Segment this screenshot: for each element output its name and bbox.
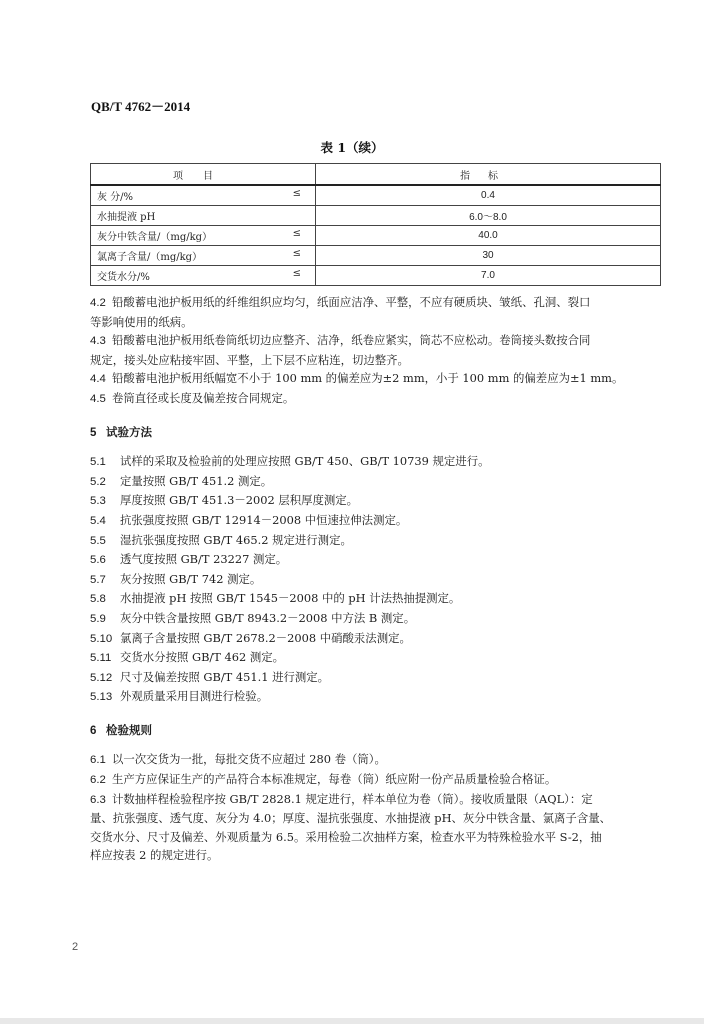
- table-cell-value: 7.0: [316, 266, 661, 286]
- item-text: 交货水分按照 GB/T 462 测定。: [120, 650, 285, 665]
- clause-number: 6.3: [90, 793, 106, 806]
- item-text: 灰分按照 GB/T 742 测定。: [120, 571, 262, 586]
- clause-text: 交货水分、尺寸及偏差、外观质量为 6.5。采用检验二次抽样方案，检查水平为特殊检验水平 S-2，抽: [90, 829, 602, 844]
- spec-table: [90, 163, 661, 286]
- table-cell-value: 6.0～8.0: [316, 206, 661, 226]
- table-cell-item: [91, 266, 316, 286]
- list-item: [90, 491, 662, 511]
- clause-number: 6.1: [90, 754, 106, 767]
- item-text: 厚度按照 GB/T 451.3－2002 层积厚度测定。: [120, 493, 359, 508]
- row-label: 交货水分/%: [97, 272, 150, 283]
- item-text: 尺寸及偏差按照 GB/T 451.1 进行测定。: [120, 669, 330, 684]
- item-number: 5.2: [90, 475, 106, 488]
- item-text: 透气度按照 GB/T 23227 测定。: [120, 552, 288, 567]
- table-row: [91, 246, 661, 266]
- item-text: 湿抗张强度按照 GB/T 465.2 规定进行测定。: [120, 532, 352, 547]
- clause-4-2: [90, 293, 662, 331]
- less-equal-sign: ≤: [292, 188, 301, 199]
- scan-bottom-edge: [0, 1018, 704, 1024]
- clause-text: 铅酸蓄电池护板用纸幅宽不小于 100 mm 的偏差应为±2 mm，小于 100 mm 的偏差应为±1 mm。: [112, 371, 624, 386]
- clause-text: 样应按表 2 的规定进行。: [90, 848, 219, 863]
- section-number: 6: [90, 724, 97, 737]
- item-number: 5.5: [90, 534, 106, 547]
- table-row: [91, 266, 661, 286]
- clause-4-3: [90, 331, 662, 369]
- clause-number: 4.5: [90, 392, 106, 405]
- clause-6-1: [90, 750, 662, 770]
- column-header-value: 指标: [316, 164, 661, 186]
- clause-number: 4.4: [90, 373, 106, 386]
- clause-4-5: [90, 389, 662, 409]
- clause-6-2: [90, 770, 662, 790]
- clause-text: 等影响使用的纸病。: [90, 314, 193, 329]
- item-number: 5.8: [90, 593, 106, 606]
- table-title: 表 1（续）: [320, 140, 384, 155]
- clause-text: 计数抽样程检验程序按 GB/T 2828.1 规定进行，样本单位为卷（筒）。接收质量限（AQL）：定: [112, 791, 593, 806]
- table-cell-item: [91, 206, 316, 226]
- item-number: 5.7: [90, 573, 106, 586]
- item-text: 抗张强度按照 GB/T 12914－2008 中恒速拉伸法测定。: [120, 512, 408, 527]
- section-number: 5: [90, 426, 97, 439]
- clause-4-4: [90, 369, 662, 389]
- row-label: 灰分中铁含量/（mg/kg）: [97, 232, 213, 243]
- row-label: 水抽提液 pH: [97, 212, 156, 223]
- table-cell-value: 40.0: [316, 226, 661, 246]
- less-equal-sign: ≤: [292, 228, 301, 239]
- column-header-item: 项目: [91, 164, 316, 186]
- item-number: 5.12: [90, 671, 113, 684]
- table-cell-item: [91, 185, 316, 206]
- list-item: [90, 570, 662, 590]
- table-cell-value: 0.4: [316, 185, 661, 206]
- list-item: [90, 687, 662, 707]
- section-heading-5: [90, 423, 662, 443]
- table-cell-item: [91, 226, 316, 246]
- list-item: [90, 472, 662, 492]
- row-label: 氯离子含量/（mg/kg）: [97, 252, 203, 263]
- clause-number: 4.2: [90, 297, 106, 309]
- list-item: [90, 629, 662, 649]
- clause-text: 以一次交货为一批，每批交货不应超过 280 卷（筒）。: [112, 752, 386, 767]
- clause-text: 规定，接头处应粘接牢固、平整，上下层不应粘连，切边整齐。: [90, 352, 409, 367]
- item-number: 5.10: [90, 632, 113, 645]
- less-equal-sign: ≤: [292, 248, 301, 259]
- item-text: 灰分中铁含量按照 GB/T 8943.2－2008 中方法 B 测定。: [120, 610, 416, 625]
- section-title: 试验方法: [106, 424, 152, 439]
- standard-code: QB/T 4762－2014: [91, 99, 191, 114]
- item-number: 5.3: [90, 495, 106, 508]
- list-item: [90, 452, 662, 472]
- section-heading-6: [90, 721, 662, 741]
- table-row: [91, 206, 661, 226]
- item-number: 5.11: [90, 652, 112, 665]
- list-item: [90, 589, 662, 609]
- item-text: 试样的采取及检验前的处理应按照 GB/T 450、GB/T 10739 规定进行。: [120, 454, 490, 469]
- item-number: 5.1: [90, 456, 106, 469]
- item-text: 水抽提液 pH 按照 GB/T 1545－2008 中的 pH 计法热抽提测定。: [120, 591, 461, 606]
- row-label: 灰 分/%: [97, 192, 134, 203]
- list-item: [90, 550, 662, 570]
- clause-number: 4.3: [90, 335, 106, 348]
- item-number: 5.13: [90, 691, 113, 704]
- table-row: [91, 226, 661, 246]
- clause-text: 铅酸蓄电池护板用纸的纤维组织应均匀，纸面应洁净、平整，不应有硬质块、皱纸、孔洞、裂口: [112, 295, 591, 309]
- item-number: 5.4: [90, 514, 106, 527]
- less-equal-sign: ≤: [292, 268, 301, 279]
- section-title: 检验规则: [106, 722, 152, 737]
- item-text: 定量按照 GB/T 451.2 测定。: [120, 473, 273, 488]
- clause-number: 6.2: [90, 774, 106, 787]
- clause-text: 卷筒直径或长度及偏差按合同规定。: [112, 390, 295, 405]
- item-text: 氯离子含量按照 GB/T 2678.2－2008 中硝酸汞法测定。: [120, 630, 411, 645]
- clause-text: 铅酸蓄电池护板用纸卷筒纸切边应整齐、洁净，纸卷应紧实，筒芯不应松动。卷筒接头数按合同: [112, 333, 591, 348]
- table-header-row: [91, 164, 661, 186]
- item-text: 外观质量采用目测进行检验。: [120, 689, 269, 704]
- table-cell-value: 30: [316, 246, 661, 266]
- table-row: [91, 185, 661, 206]
- list-item: [90, 609, 662, 629]
- item-number: 5.9: [90, 612, 106, 625]
- clause-text: 量、抗张强度、透气度、灰分为 4.0；厚度、湿抗张强度、水抽提液 pH、灰分中铁含量、氯离子含量、: [90, 811, 611, 826]
- clause-text: 生产方应保证生产的产品符合本标准规定，每卷（筒）纸应附一份产品质量检验合格证。: [112, 772, 557, 787]
- list-item: [90, 511, 662, 531]
- item-number: 5.6: [90, 554, 106, 567]
- table-cell-item: [91, 246, 316, 266]
- list-item: [90, 668, 662, 688]
- list-item: [90, 531, 662, 551]
- list-item: [90, 648, 662, 668]
- page-number: 2: [72, 941, 79, 953]
- body-text: [90, 293, 662, 865]
- clause-6-3: [90, 790, 662, 865]
